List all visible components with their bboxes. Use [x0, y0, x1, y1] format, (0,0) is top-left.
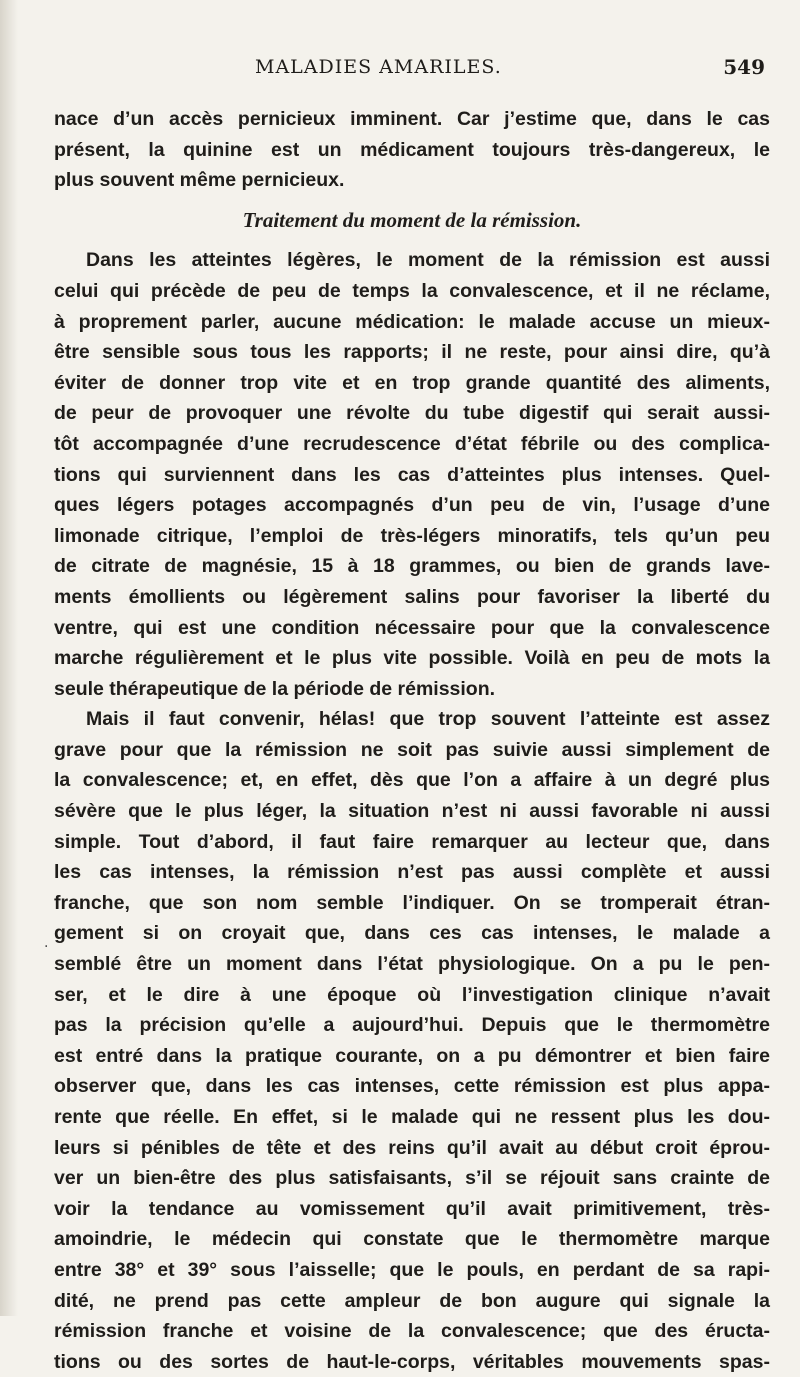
text-line: rémission franche et voisine de la convalescence; que des éructa- [54, 1320, 770, 1343]
text-line: Mais il faut convenir, hélas! que trop souvent l’atteinte est assez [86, 708, 770, 731]
text-line: éviter de donner trop vite et en trop grande quantité des aliments, [54, 371, 770, 394]
running-head [235, 42, 765, 82]
text-line: semblé être un moment dans l’état physiologique. On a pu le pen- [54, 953, 770, 976]
text-line: est entré dans la pratique courante, on a pu démontrer et bien faire [54, 1044, 770, 1067]
text-line: à proprement parler, aucune médication: le malade accuse un mieux- [54, 310, 770, 333]
text-line: tions qui surviennent dans les cas d’atteintes plus intenses. Quel- [54, 463, 770, 486]
section-heading: Traitement du moment de la rémission. [242, 207, 582, 232]
text-line: pas la précision qu’elle a aujourd’hui. Depuis que le thermomètre [54, 1014, 770, 1037]
text-line: tôt accompagnée d’une recrudescence d’état fébrile ou des complica- [54, 432, 770, 455]
text-line: Dans les atteintes légères, le moment de la rémission est aussi [86, 249, 770, 272]
text-line: seule thérapeutique de la période de rémission. [54, 677, 496, 700]
text-line: présent, la quinine est un médicament toujours très-dangereux, le [54, 138, 770, 161]
text-line: nace d’un accès pernicieux imminent. Car j’estime que, dans le cas [54, 108, 770, 130]
text-line: leurs si pénibles de tête et des reins qu’il avait au début croit éprou- [54, 1136, 770, 1159]
text-line: amoindrie, le médecin qui constate que le thermomètre marque [54, 1228, 770, 1251]
text-line: les cas intenses, la rémission n’est pas aussi complète et aussi [54, 861, 770, 884]
body-text [54, 104, 770, 1377]
text-line: limonade citrique, l’emploi de très-légers minoratifs, tels qu’un peu [54, 524, 770, 547]
text-line: être sensible sous tous les rapports; il ne reste, pour ainsi dire, qu’à [54, 341, 770, 364]
text-line: simple. Tout d’abord, il faut faire remarquer au lecteur que, dans [54, 830, 770, 853]
text-line: la convalescence; et, en effet, dès que l’on a affaire à un degré plus [54, 769, 770, 792]
text-line: entre 38° et 39° sous l’aisselle; que le pouls, en perdant de sa rapi- [54, 1258, 770, 1281]
text-line: celui qui précède de peu de temps la convalescence, et il ne réclame, [54, 279, 770, 302]
text-line: dité, ne prend pas cette ampleur de bon augure qui signale la [54, 1289, 770, 1312]
text-line: grave pour que la rémission ne soit pas suivie aussi simplement de [54, 738, 770, 761]
text-line: ser, et le dire à une époque où l’investigation clinique n’avait [54, 983, 770, 1006]
text-line: observer que, dans les cas intenses, cette rémission est plus appa- [54, 1075, 770, 1098]
text-line: tions ou des sortes de haut-le-corps, véritables mouvements spas- [54, 1350, 770, 1373]
running-title: MALADIES AMARILES. [255, 56, 502, 78]
text-line: de peur de provoquer une révolte du tube digestif qui serait aussi- [54, 402, 770, 425]
text-line: ments émollients ou légèrement salins pour favoriser la liberté du [54, 585, 770, 608]
page-number: 549 [723, 55, 765, 79]
page-edge-shadow [0, 0, 18, 1316]
text-line: ver un bien-être des plus satisfaisants, s’il se réjouit sans crainte de [54, 1167, 770, 1190]
text-line: ques légers potages accompagnés d’un peu de vin, l’usage d’une [54, 494, 770, 517]
text-line: voir la tendance au vomissement qu’il avait primitivement, très- [54, 1197, 770, 1220]
text-line: sévère que le plus léger, la situation n’est ni aussi favorable ni aussi [54, 800, 770, 823]
text-line: de citrate de magnésie, 15 à 18 grammes, ou bien de grands lave- [54, 555, 770, 578]
text-line: rente que réelle. En effet, si le malade qui ne ressent plus les dou- [54, 1106, 770, 1128]
text-line: gement si on croyait que, dans ces cas intenses, le malade a [54, 922, 770, 945]
text-line: ventre, qui est une condition nécessaire pour que la convalescence [54, 616, 770, 639]
margin-mark: · [44, 939, 49, 955]
text-line: franche, que son nom semble l’indiquer. On se tromperait étran- [54, 891, 770, 914]
text-line: marche régulièrement et le plus vite possible. Voilà en peu de mots la [54, 647, 770, 670]
text-line: plus souvent même pernicieux. [54, 169, 345, 192]
